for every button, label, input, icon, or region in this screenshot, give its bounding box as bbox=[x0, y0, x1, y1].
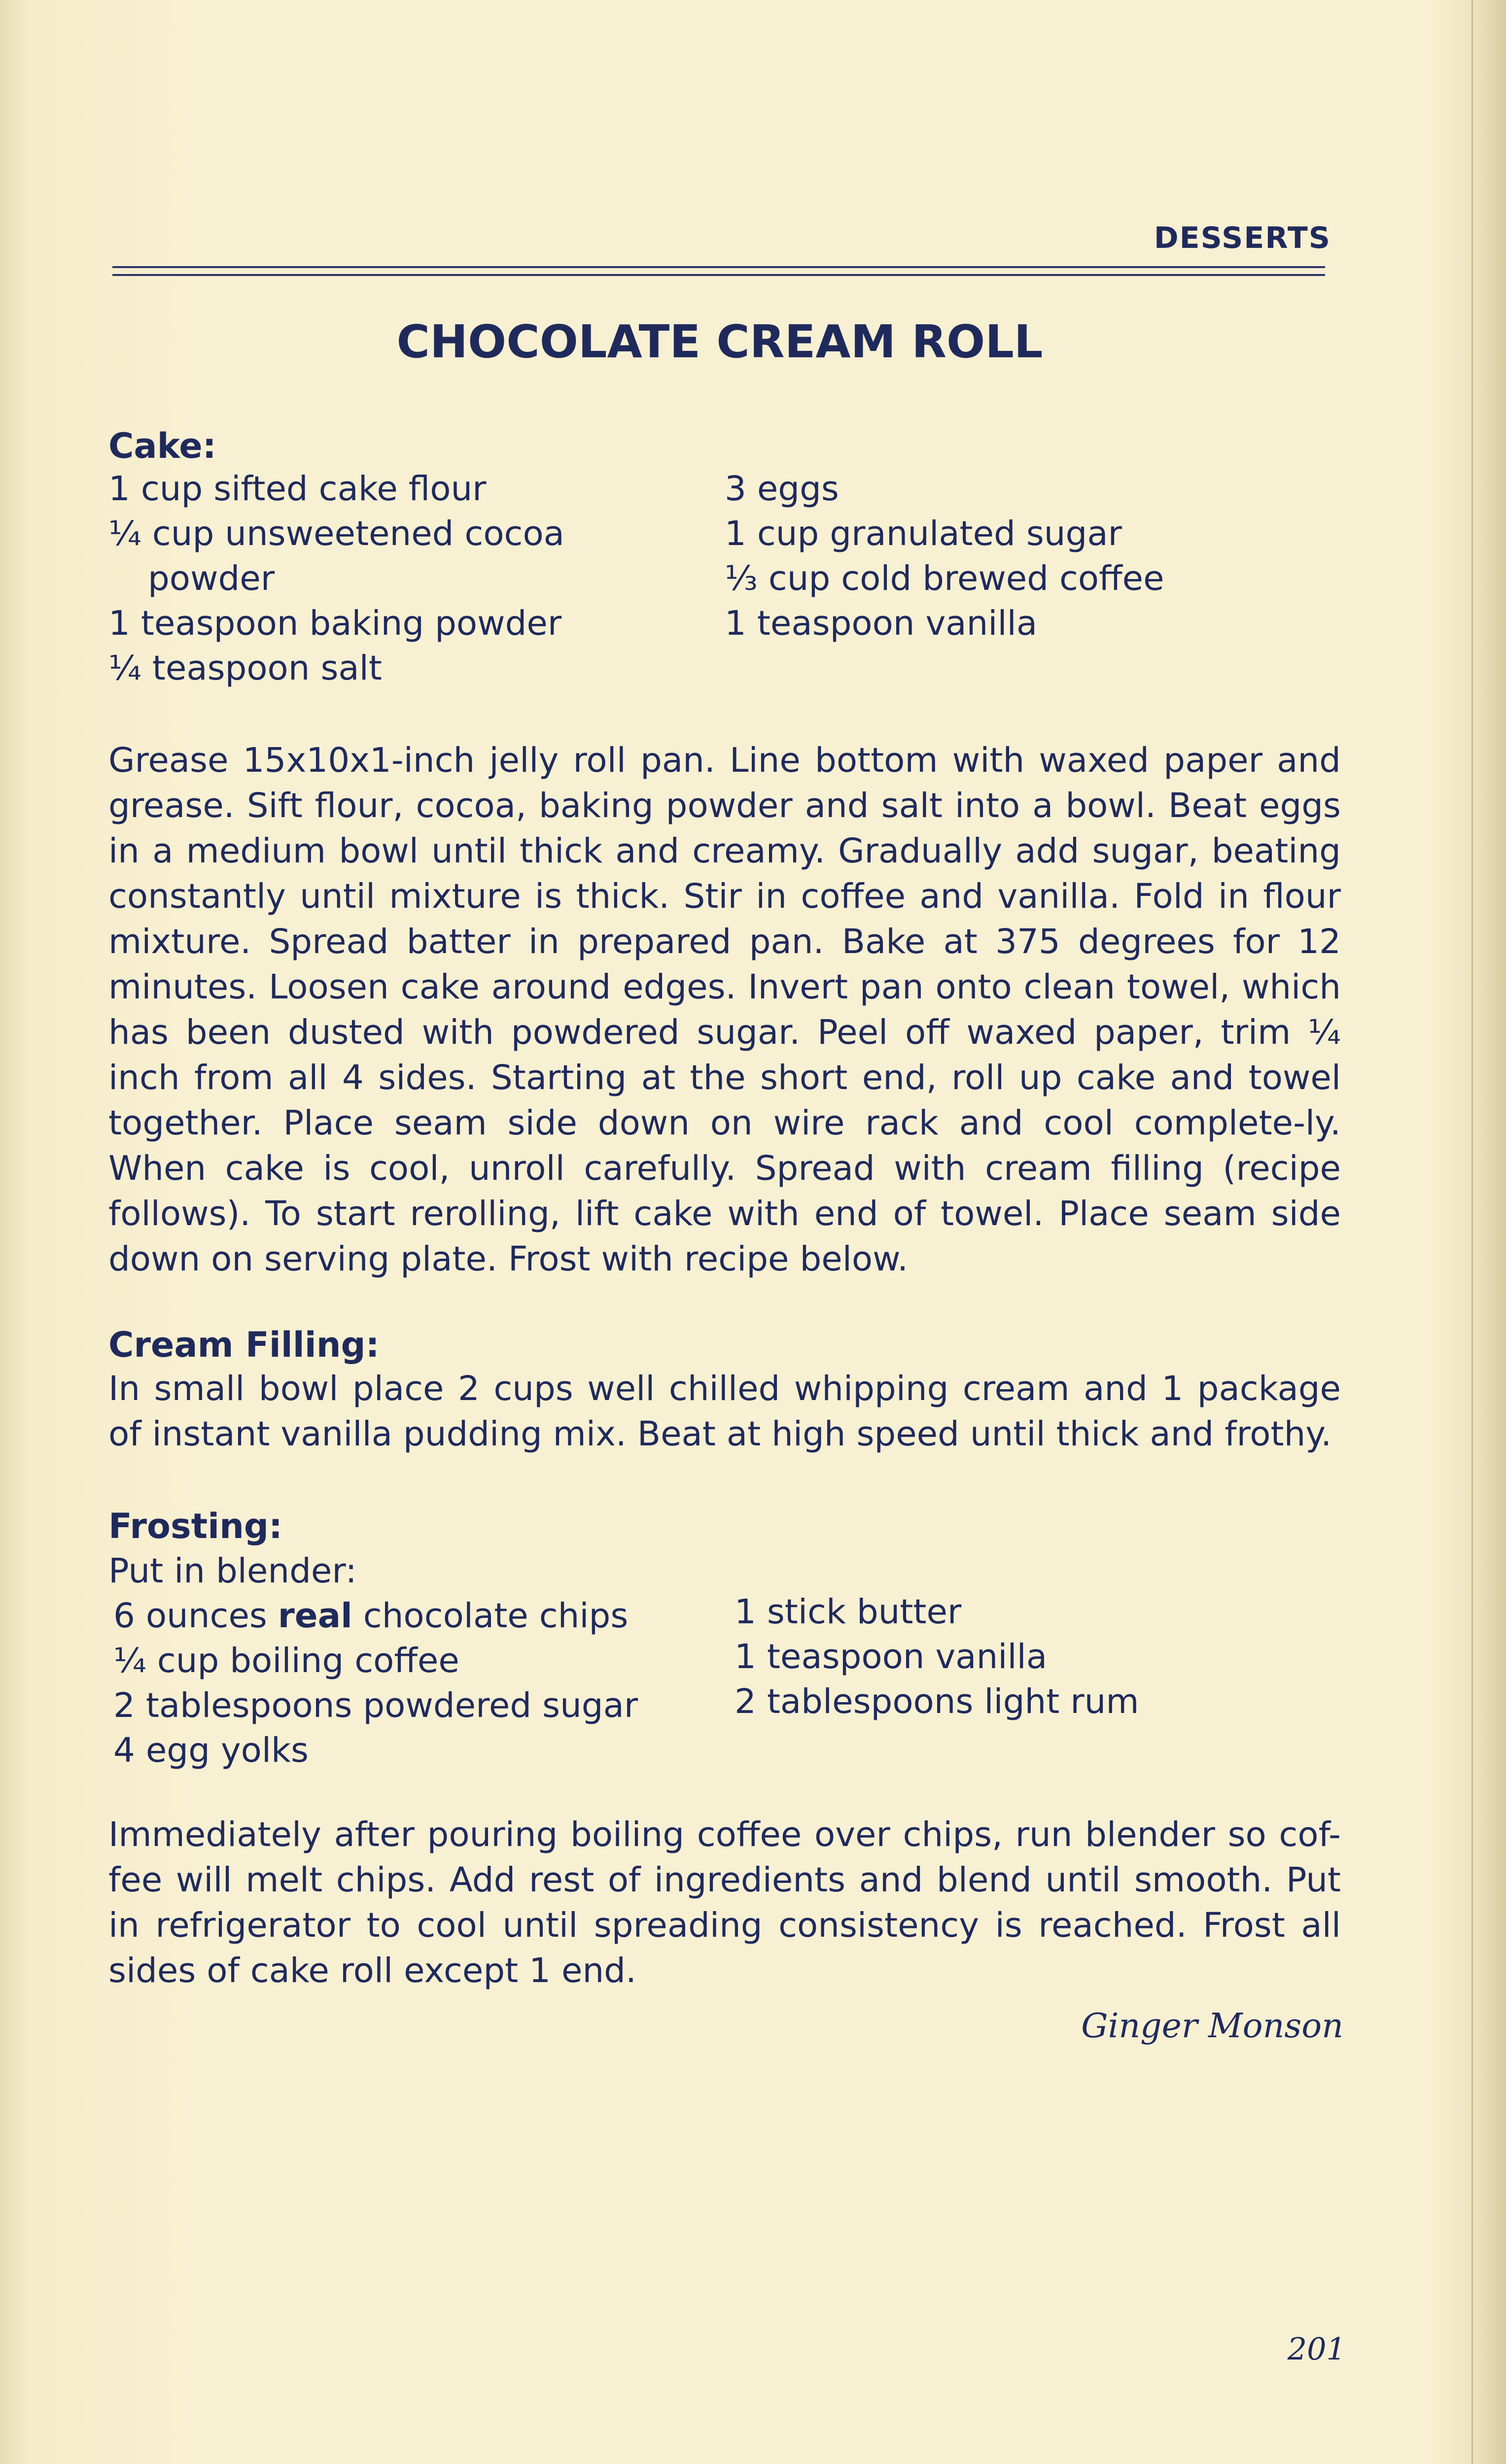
ingredient-item: 1 cup sifted cake flour bbox=[108, 469, 487, 509]
ingredient-item: 1 teaspoon baking powder bbox=[108, 604, 562, 643]
ingredient-item: ¼ cup boiling coffee bbox=[113, 1641, 459, 1680]
frosting-ingredients-right bbox=[735, 1590, 1139, 1724]
ingredient-item: ¼ teaspoon salt bbox=[108, 649, 382, 688]
frosting-ingredients-left bbox=[113, 1594, 638, 1773]
recipe-title: CHOCOLATE CREAM ROLL bbox=[396, 315, 1043, 368]
ingredient-item: 4 egg yolks bbox=[113, 1731, 309, 1770]
ingredient-item: 1 stick butter bbox=[735, 1592, 962, 1632]
header-rule-top bbox=[112, 266, 1325, 268]
cake-heading: Cake: bbox=[108, 426, 216, 466]
ingredient-item: 3 eggs bbox=[725, 469, 839, 509]
ingredient-item: 1 teaspoon vanilla bbox=[735, 1637, 1048, 1677]
ingredient-item: 2 tablespoons light rum bbox=[735, 1682, 1139, 1721]
cake-ingredients-left bbox=[108, 467, 564, 691]
header-rule-bottom bbox=[112, 274, 1325, 276]
ingredient-item: 1 cup granulated sugar bbox=[725, 514, 1122, 553]
ingredient-item: 6 ounces real chocolate chips bbox=[113, 1596, 629, 1636]
ingredient-item: powder bbox=[148, 559, 275, 598]
frosting-heading: Frosting: bbox=[108, 1506, 283, 1546]
contributor-signature: Ginger Monson bbox=[1081, 2007, 1343, 2046]
frosting-intro: Put in blender: bbox=[108, 1551, 357, 1591]
cake-instructions: Grease 15x10x1-inch jelly roll pan. Line bottom with waxed paper and grease. Sift flour, cocoa, baking powder and salt into a bowl. Beat eggs in a medium bowl until thick and creamy. Gradually add sugar, beating constantly until mixture is thick. Stir in coffee and vanilla. Fold in flour mixture. Spread batter in prepared pan. Bake at 375 degrees for 12 minutes. Loosen cake around edges. Invert pan onto clean towel, which has been dusted with powdered sugar. Peel off waxed paper, trim ¼ inch from all 4 sides. Starting at the short end, roll up cake and towel together. Place seam side down on wire rack and cool complete-ly. When cake is cool, unroll carefully. Spread with cream filling (recipe follows). To start rerolling, lift cake with end of towel. Place seam side down on serving plate. Frost with recipe below. bbox=[108, 741, 1341, 1279]
gutter-shadow bbox=[1471, 0, 1473, 2464]
cream-filling-heading: Cream Filling: bbox=[108, 1325, 380, 1365]
ingredient-item: ¼ cup unsweetened cocoa bbox=[108, 514, 564, 553]
ingredient-item: 2 tablespoons powdered sugar bbox=[113, 1686, 638, 1725]
ingredient-item: 1 teaspoon vanilla bbox=[725, 604, 1038, 643]
cream-filling-text: In small bowl place 2 cups well chilled whipping cream and 1 package of instant vanilla pudding mix. Beat at high speed until thick and frothy. bbox=[108, 1369, 1341, 1454]
running-head: DESSERTS bbox=[1154, 221, 1331, 255]
cake-ingredients-right bbox=[725, 467, 1164, 646]
ingredient-item: ⅓ cup cold brewed coffee bbox=[725, 559, 1164, 598]
frosting-instructions: Immediately after pouring boiling coffee over chips, run blender so cof-fee will melt chips. Add rest of ingredients and blend until smooth. Put in refrigerator to cool until spreading consistency is reached. Frost all sides of cake roll except 1 end. bbox=[108, 1815, 1341, 1990]
page-number: 201 bbox=[1287, 2331, 1346, 2367]
